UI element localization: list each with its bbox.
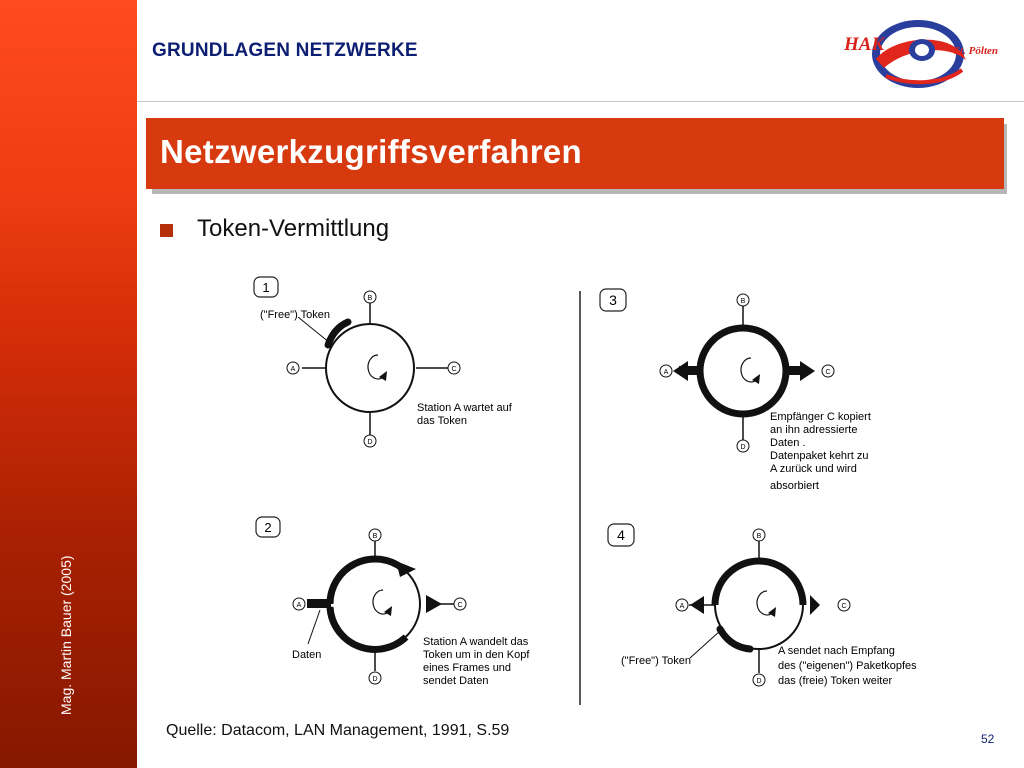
bullet-marker [160,224,173,237]
panel-1-number: 1 [262,280,270,295]
panel-1-label-line1: Station A wartet auf [417,402,512,414]
token-ring-diagram [230,265,970,710]
panel-4-station-d: D [756,678,762,685]
author-credit: Mag. Martin Bauer (2005) [58,555,74,715]
panel-3-station-a: A [663,369,669,376]
panel-2-number: 2 [264,520,272,535]
panel-2-station-a: A [296,602,302,609]
source-citation: Quelle: Datacom, LAN Management, 1991, S.59 [166,722,510,739]
panel-2-label-daten: Daten [292,649,322,661]
slide-title: Netzwerkzugriffsverfahren [160,133,582,170]
panel-4-number: 4 [617,527,625,543]
bullet-token-vermittlung: Token-Vermittlung [197,215,390,242]
panel-1-station-c: C [451,366,457,373]
panel-3-ring [700,328,786,414]
page-number: 52 [981,732,995,746]
panel-1 [254,277,513,447]
logo-text-city: St. Pölten [954,45,999,57]
panel-3 [600,289,871,492]
panel-3-station-c: C [825,369,831,376]
panel-2-label-line4: sendet Daten [423,675,489,687]
panel-1-station-b: B [367,295,373,302]
panel-4-label-token: ("Free") Token [621,655,691,667]
panel-4 [608,524,917,687]
panel-4-station-b: B [756,533,762,540]
logo-text-hak: HAK [844,34,885,55]
hak-logo [836,14,1008,94]
panel-3-label-line1: Empfänger C kopiert [770,411,871,423]
panel-1-station-d: D [367,439,373,446]
section-header: GRUNDLAGEN NETZWERKE [152,40,418,61]
header-divider [137,101,1024,102]
panel-1-label-token: ("Free") Token [260,309,330,321]
panel-2-station-b: B [372,533,378,540]
panel-4-label-line3: das (freie) Token weiter [778,675,893,687]
panel-3-label-line4: Datenpaket kehrt zu [770,450,869,462]
panel-3-station-b: B [740,298,746,305]
panel-3-label-line2: an ihn adressierte [770,424,858,436]
panel-3-label-line6: absorbiert [770,480,819,492]
panel-4-station-a: A [679,603,685,610]
panel-2-label-line2: Token um in den Kopf [423,649,530,661]
panel-2-label-line3: eines Frames und [423,662,512,674]
panel-1-station-a: A [290,366,296,373]
panel-2-station-c: C [457,602,463,609]
panel-2-station-d: D [372,676,378,683]
panel-4-label-line2: des ("eigenen") Paketkopfes [778,660,917,672]
panel-3-label-line5: A zurück und wird [770,463,857,475]
panel-3-number: 3 [609,292,617,308]
panel-3-label-line3: Daten . [770,437,806,449]
panel-2-label-line1: Station A wandelt das [423,636,529,648]
sidebar [0,0,137,768]
panel-2 [256,517,530,687]
panel-1-ring [326,324,414,412]
panel-1-label-line2: das Token [417,415,467,427]
panel-3-station-d: D [740,444,746,451]
panel-4-label-line1: A sendet nach Empfang [778,645,895,657]
panel-4-station-c: C [841,603,847,610]
